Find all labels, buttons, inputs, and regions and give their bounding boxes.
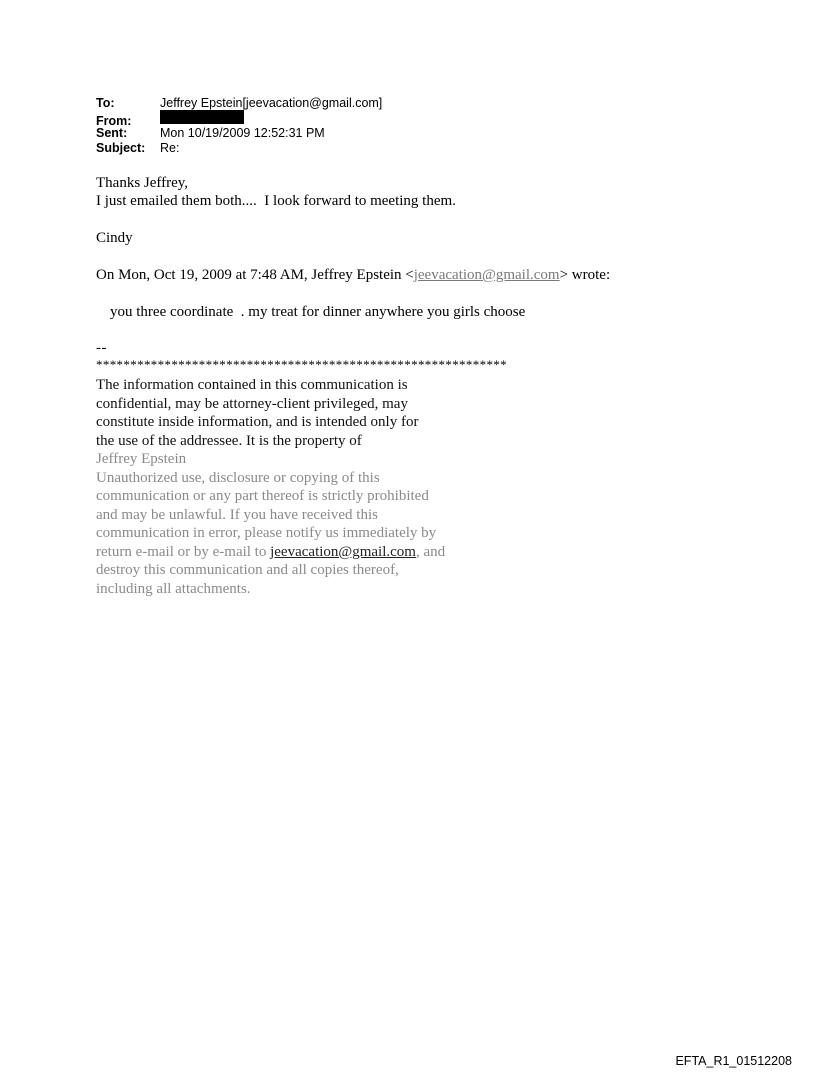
disclaimer-link-prefix: return e-mail or by e-mail to: [96, 543, 271, 560]
disclaimer-line: and may be unlawful. If you have received this: [96, 506, 378, 523]
document-id-footer: EFTA_R1_01512208: [675, 1054, 792, 1068]
confidentiality-disclaimer: [96, 376, 445, 598]
quote-intro-line: [96, 266, 610, 284]
disclaimer-line: including all attachments.: [96, 580, 251, 597]
disclaimer-link-suffix: , and: [415, 543, 446, 560]
signature-stars-rule: ************************************************************: [96, 357, 507, 372]
to-value: Jeffrey Epstein[jeevacation@gmail.com]: [160, 96, 383, 110]
to-label: To:: [96, 96, 115, 110]
subject-label: Subject:: [96, 141, 146, 155]
from-redaction-block: [160, 110, 244, 124]
disclaimer-line: confidential, may be attorney-client privileged, may: [96, 395, 408, 412]
disclaimer-line: the use of the addressee. It is the property of: [96, 432, 362, 449]
from-label: From:: [96, 114, 132, 128]
quoted-message: you three coordinate . my treat for dinner anywhere you girls choose: [110, 304, 526, 320]
disclaimer-line: destroy this communication and all copies thereof,: [96, 562, 399, 578]
quote-intro-suffix: > wrote:: [559, 267, 611, 283]
disclaimer-line: Unauthorized use, disclosure or copying of this: [96, 469, 380, 486]
header-subject-row: [96, 141, 382, 156]
subject-value: Re:: [160, 141, 180, 155]
email-header: [96, 96, 382, 156]
header-from-row: [96, 111, 382, 126]
header-to-row: [96, 96, 382, 111]
header-sent-row: [96, 126, 382, 141]
quote-intro-prefix: On Mon, Oct 19, 2009 at 7:48 AM, Jeffrey Epstein <: [96, 267, 414, 283]
disclaimer-line: communication or any part thereof is strictly prohibited: [96, 488, 429, 504]
signature-separator: --: [96, 340, 107, 356]
disclaimer-email-link[interactable]: jeevacation@gmail.com: [270, 543, 416, 560]
quote-intro-email-link[interactable]: jeevacation@gmail.com: [413, 267, 560, 283]
disclaimer-line: constitute inside information, and is intended only for: [96, 414, 419, 430]
disclaimer-line: Jeffrey Epstein: [96, 451, 187, 467]
greeting-line: Thanks Jeffrey,: [96, 175, 189, 191]
disclaimer-line: communication in error, please notify us immediately by: [96, 525, 437, 541]
signature-name: Cindy: [96, 230, 133, 246]
disclaimer-line: The information contained in this communication is: [96, 377, 408, 393]
sent-label: Sent:: [96, 126, 128, 140]
body-line-1: I just emailed them both.... I look forward to meeting them.: [96, 193, 456, 209]
sent-value: Mon 10/19/2009 12:52:31 PM: [160, 126, 325, 140]
disclaimer-link-line: [96, 543, 445, 562]
